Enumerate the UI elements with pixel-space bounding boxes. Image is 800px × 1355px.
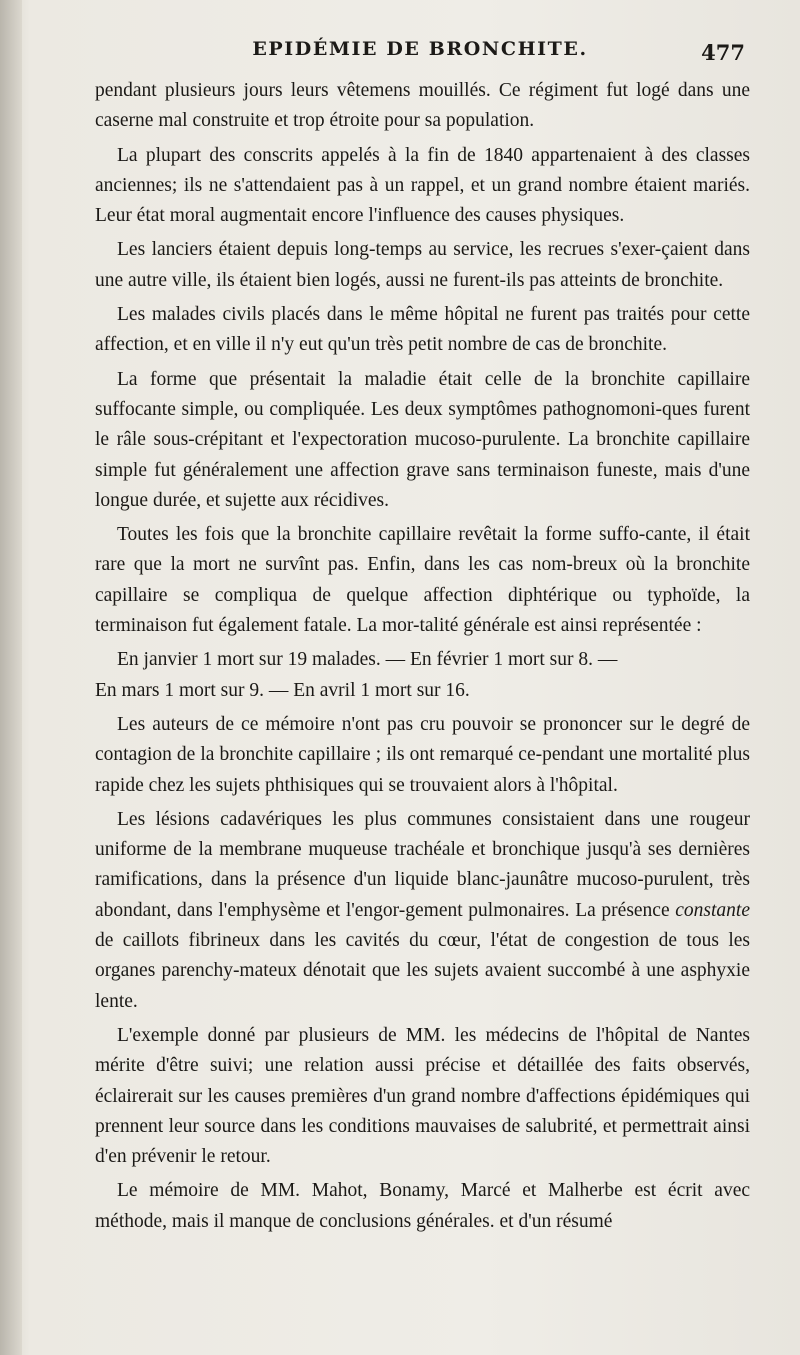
paragraph-conscripts: La plupart des conscrits appelés à la fin de 1840 appartenaient à des classes anciennes; ils ne s'attendaient pas à un rappel, et un grand nombre étaient mariés. Leur état moral augmentait encore l'influence des causes physiques.	[95, 144, 750, 227]
lesions-text-before: Les lésions cadavériques les plus communes consistaient dans une rougeur uniforme de la membrane muqueuse trachéale et bronchique jusqu'à ses dernières ramifications, dans la présence d'un liquide blanc-jaunâtre mucoso-purulent, très abondant, dans l'emphysème et l'engor-gement pulmonaires. La présence	[95, 808, 750, 921]
paragraph-nantes-example: L'exemple donné par plusieurs de MM. les médecins de l'hôpital de Nantes mérite d'être suivi; une relation aussi précise et détaillée des faits observés, éclairerait sur les causes premières d'un grand nombre d'affections épidémiques qui prennent leur source dans les conditions mauvaises de salubrité, et permettrait ainsi d'en prévenir le retour.	[95, 1024, 750, 1168]
paragraph-complications: Toutes les fois que la bronchite capillaire revêtait la forme suffo-cante, il était rare que la mort ne survînt pas. Enfin, dans les cas nom-breux où la bronchite capillaire se compliqua de quelque affection diphtérique ou typhoïde, la terminaison fut également fatale. La mor-talité générale est ainsi représentée :	[95, 524, 750, 637]
mortality-line-2: En mars 1 mort sur 9. — En avril 1 mort sur 16.	[95, 679, 470, 701]
binding-gutter	[0, 0, 22, 1355]
body-text	[95, 76, 750, 1241]
lesions-emphasis: constante	[675, 899, 750, 921]
running-title: EPIDÉMIE DE BRONCHITE.	[252, 38, 588, 60]
lesions-text-after: de caillots fibrineux dans les cavités du cœur, l'état de congestion de tous les organes parenchy-mateux dénotait que les sujets avaient succombé à une asphyxie lente.	[95, 930, 750, 1012]
paragraph-civil-patients: Les malades civils placés dans le même hôpital ne furent pas traités pour cette affection, et en ville il n'y eut qu'un très petit nombre de cas de bronchite.	[95, 304, 750, 356]
page-number: 477	[701, 40, 745, 65]
mortality-line-1: En janvier 1 mort sur 19 malades. — En février 1 mort sur 8. —	[117, 649, 618, 671]
running-header	[95, 36, 745, 72]
mortality-statistics	[95, 645, 750, 710]
paragraph-memoir-review: Le mémoire de MM. Mahot, Bonamy, Marcé et Malherbe est écrit avec méthode, mais il manque de conclusions générales. et d'un résumé	[95, 1180, 750, 1232]
paragraph-lancers: Les lanciers étaient depuis long-temps au service, les recrues s'exer-çaient dans une autre ville, ils étaient bien logés, aussi ne furent-ils pas atteints de bronchite.	[95, 239, 750, 291]
paragraph-lesions	[95, 805, 750, 1021]
paragraph-continuation: pendant plusieurs jours leurs vêtemens mouillés. Ce régiment fut logé dans une caserne mal construite et trop étroite pour sa population.	[95, 80, 750, 132]
paragraph-contagion: Les auteurs de ce mémoire n'ont pas cru pouvoir se prononcer sur le degré de contagion de la bronchite capillaire ; ils ont remarqué ce-pendant une mortalité plus rapide chez les sujets phthisiques qui se trouvaient alors à l'hôpital.	[95, 713, 750, 796]
paragraph-disease-form: La forme que présentait la maladie était celle de la bronchite capillaire suffocante simple, ou compliquée. Les deux symptômes pathognomoni-ques furent le râle sous-crépitant et l'expectoration mucoso-purulente. La bronchite capillaire simple fut généralement une affection grave sans terminaison funeste, mais d'une longue durée, et sujette aux récidives.	[95, 368, 750, 511]
